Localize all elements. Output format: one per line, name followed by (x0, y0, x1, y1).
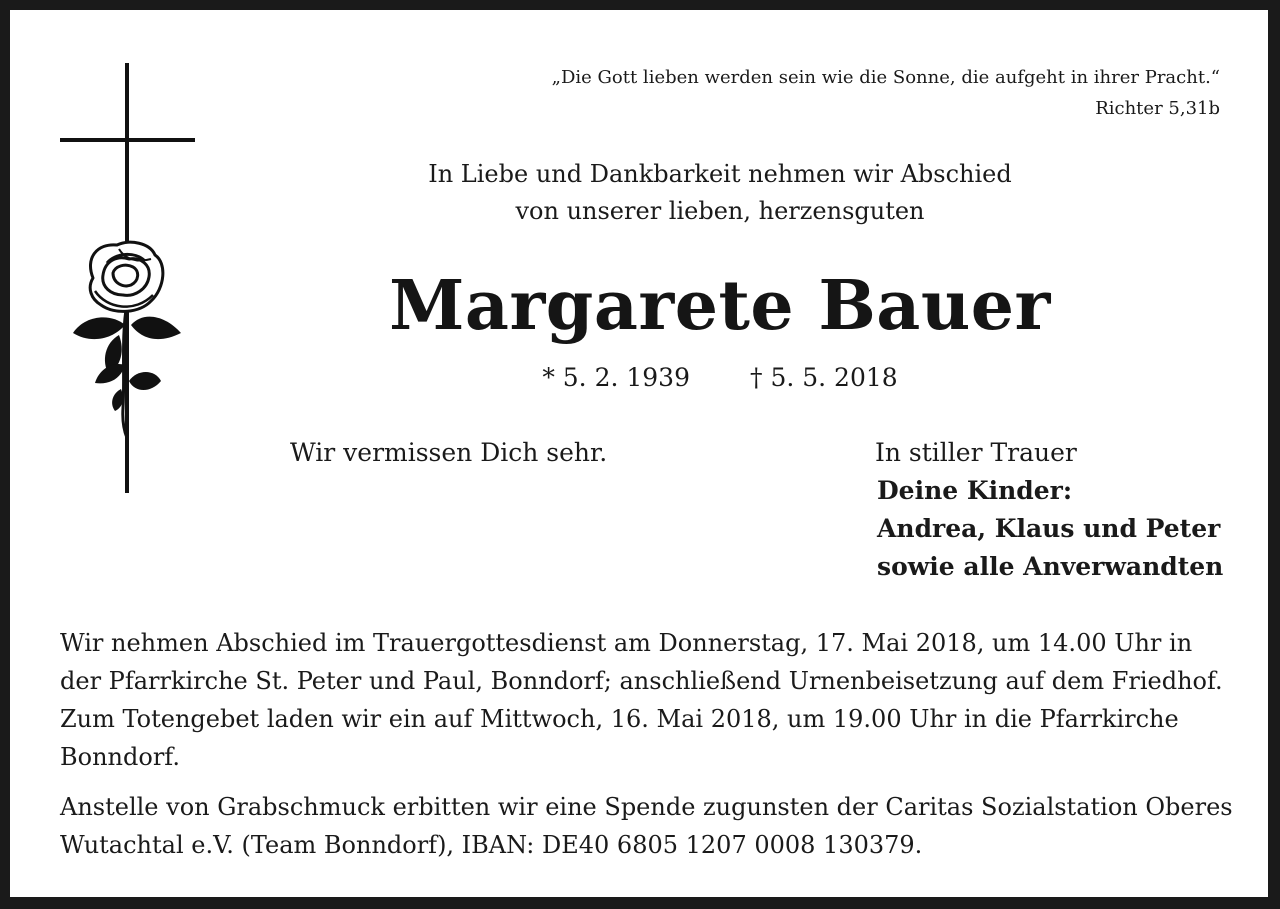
donation-info (60, 788, 1240, 864)
donation-line-1: Anstelle von Grabschmuck erbitten wir eine Spende zugunsten der Caritas Sozialstation Oberes (60, 793, 1233, 821)
mourners-line-1: Deine Kinder: (877, 476, 1073, 505)
quote-text: „Die Gott lieben werden sein wie die Sonne, die aufgeht in ihrer Pracht.“ (551, 67, 1220, 88)
farewell-text: Wir vermissen Dich sehr. (290, 438, 608, 467)
service-info (60, 624, 1240, 776)
mourners-intro: In stiller Trauer (875, 438, 1077, 467)
service-line-4: Bonndorf. (60, 743, 180, 771)
mourners-block (875, 434, 1223, 586)
intro-line-1: In Liebe und Dankbarkeit nehmen wir Abschied (428, 160, 1012, 188)
intro-text (300, 156, 1140, 230)
intro-line-2: von unserer lieben, herzensguten (515, 197, 925, 225)
death-date: † 5. 5. 2018 (750, 363, 898, 392)
obituary-notice (10, 10, 1268, 897)
cross-with-rose-icon (55, 63, 200, 495)
service-line-1: Wir nehmen Abschied im Trauergottesdienst am Donnerstag, 17. Mai 2018, um 14.00 Uhr in (60, 629, 1193, 657)
service-line-3: Zum Totengebet laden wir ein auf Mittwoch, 16. Mai 2018, um 19.00 Uhr in die Pfarrkirche (60, 705, 1179, 733)
donation-line-2: Wutachtal e.V. (Team Bonndorf), IBAN: DE40 6805 1207 0008 130379. (60, 831, 923, 859)
birth-date: * 5. 2. 1939 (542, 363, 690, 392)
mourners-line-3: sowie alle Anverwandten (877, 552, 1224, 581)
deceased-name: Margarete Bauer (389, 266, 1051, 346)
life-dates (300, 360, 1140, 396)
mourners-line-2: Andrea, Klaus und Peter (877, 514, 1221, 543)
service-line-2: der Pfarrkirche St. Peter und Paul, Bonndorf; anschließend Urnenbeisetzung auf dem Friedhof. (60, 667, 1223, 695)
bible-quote (552, 62, 1220, 124)
quote-source: Richter 5,31b (1095, 98, 1220, 119)
